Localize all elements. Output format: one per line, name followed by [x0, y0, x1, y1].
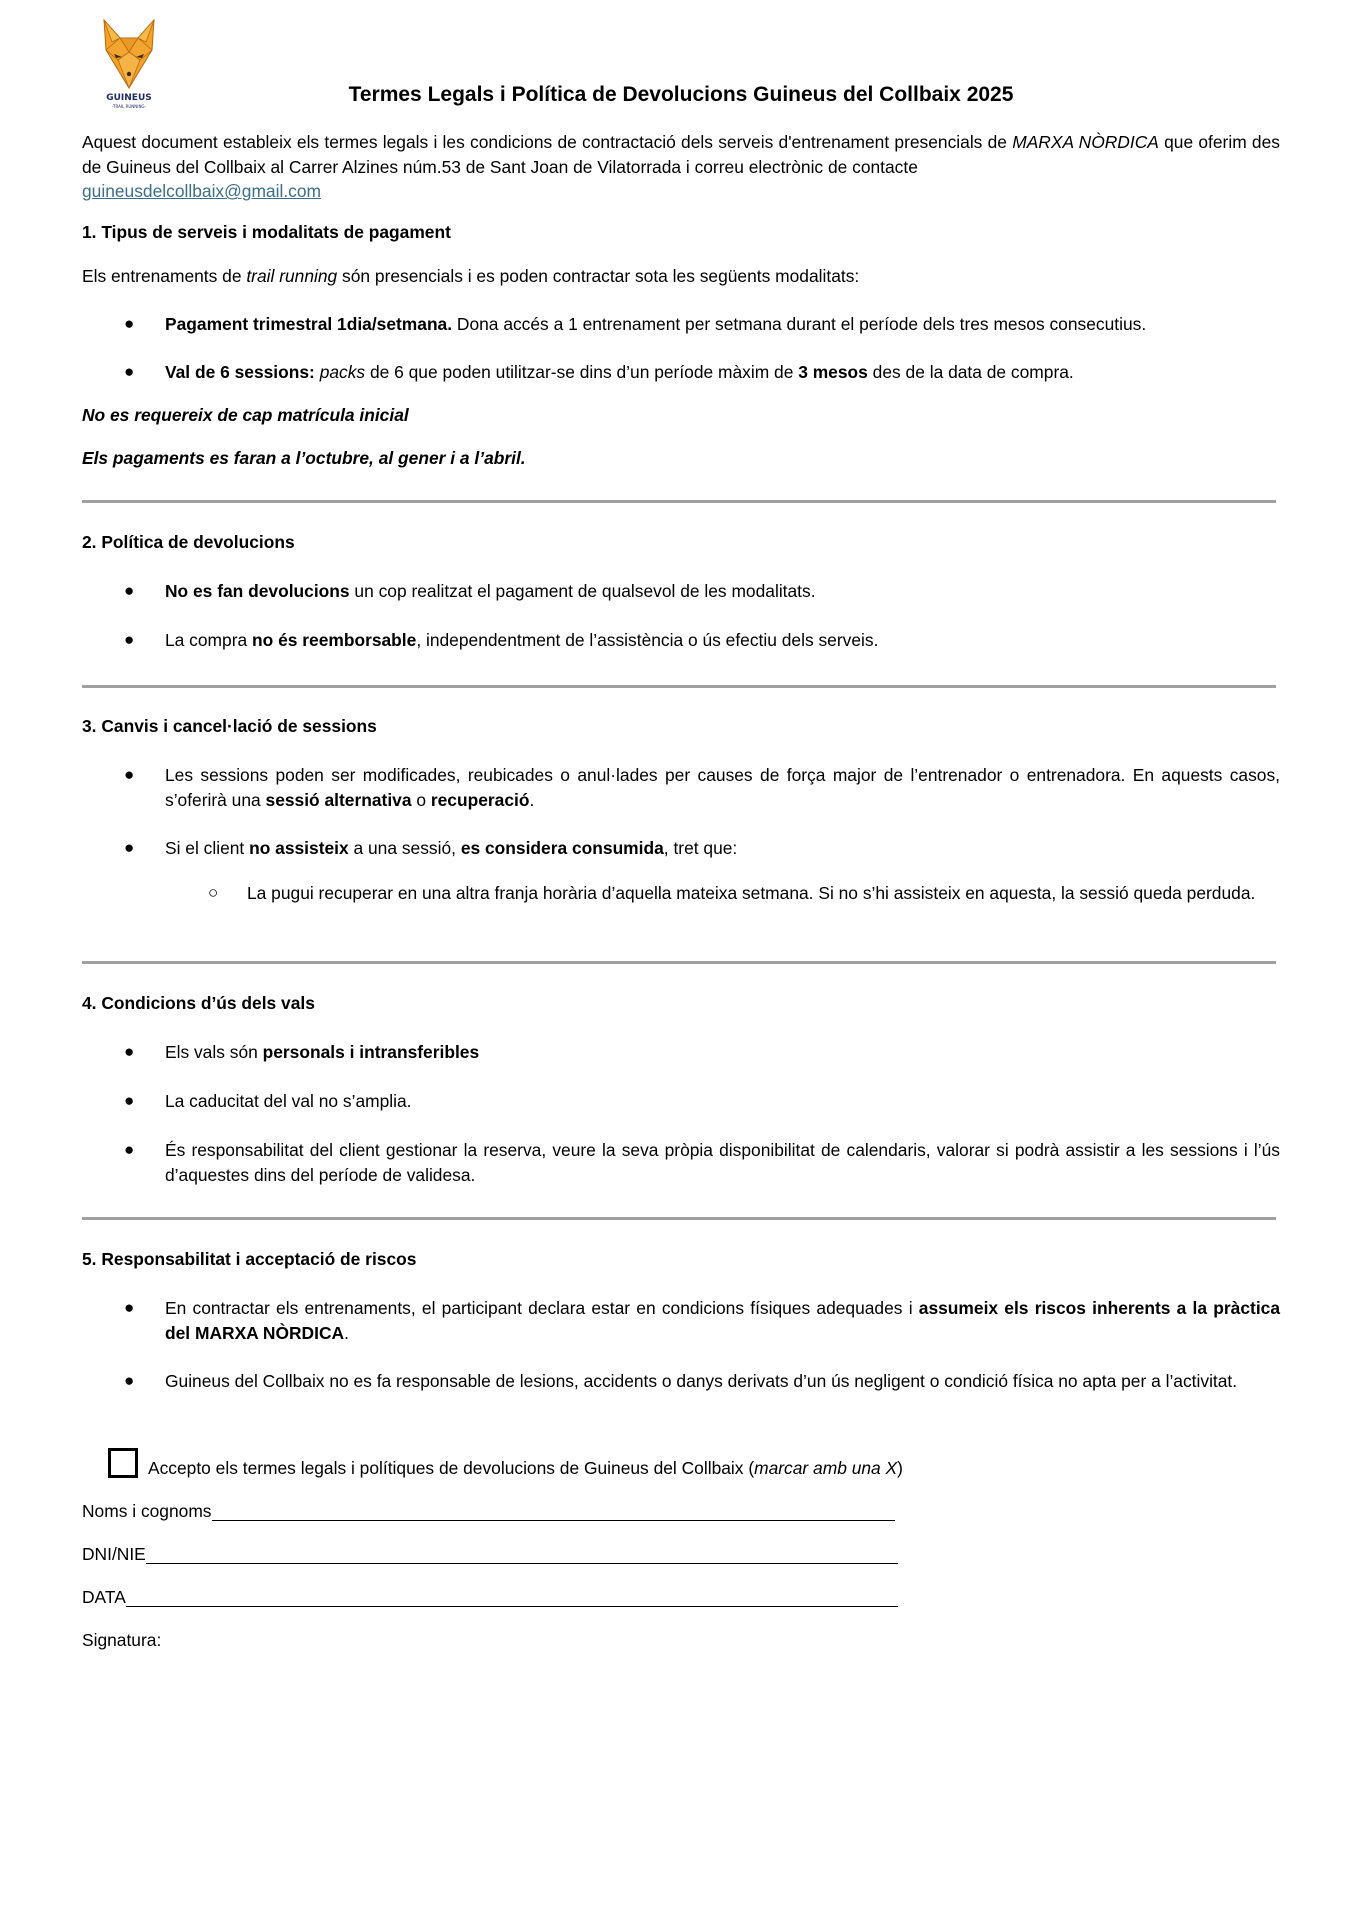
section-5-bullet-1 — [165, 1296, 1280, 1345]
accept-label-end: ) — [897, 1458, 903, 1478]
bullet-text: de 6 que poden utilitzar-se dins d’un període màxim de — [365, 362, 799, 382]
bullet-bold: es considera consumida — [460, 838, 664, 858]
svg-text:-TRAIL RUNNING-: -TRAIL RUNNING- — [112, 104, 146, 109]
section-5-bullet-2: Guineus del Collbaix no es fa responsable de lesions, accidents o danys derivats d’un ús negligent o condició física no apta per a l’activitat. — [165, 1371, 1238, 1391]
contact-email-link[interactable]: guineusdelcollbaix@gmail.com — [82, 181, 322, 202]
accept-label-text: Accepto els termes legals i polítiques de devolucions de Guineus del Collbaix ( — [148, 1458, 755, 1478]
bullet-icon: ● — [124, 1091, 135, 1110]
date-field — [82, 1585, 898, 1610]
section-divider — [82, 961, 1276, 964]
section-2-heading: 2. Política de devolucions — [82, 532, 295, 552]
date-input-line[interactable] — [126, 1588, 898, 1607]
section-1-bullet-2 — [165, 360, 1280, 385]
section-1-intro-after: són presencials i es poden contractar sota les següents modalitats: — [337, 266, 860, 286]
bullet-text: Si el client — [165, 838, 250, 858]
section-3-bullet-1 — [165, 763, 1280, 812]
bullet-text: En contractar els entrenaments, el participant declara estar en condicions físiques adequades i — [165, 1298, 919, 1318]
bullet-text: Els vals són — [165, 1042, 263, 1062]
bullet-icon: ● — [124, 765, 135, 784]
section-2-bullet-2 — [165, 628, 1280, 653]
accept-label-hint: marcar amb una X — [754, 1458, 898, 1478]
bullet-bold: Val de 6 sessions: — [165, 362, 315, 382]
bullet-text: des de la data de compra. — [867, 362, 1074, 382]
document-title: Termes Legals i Política de Devolucions Guineus del Collbaix 2025 — [348, 83, 1014, 106]
bullet-text: . — [529, 789, 535, 810]
accept-terms-label — [148, 1456, 903, 1481]
id-field — [82, 1542, 898, 1567]
bullet-text: , tret que: — [663, 838, 738, 858]
bullet-icon: ● — [124, 1042, 135, 1061]
bullet-text: Les sessions poden ser modificades, reubicades o anul·lades per causes de força major de l’entrenador o entrenadora. En aquests casos, s’oferirà una — [165, 765, 1280, 810]
bullet-bold: No es fan devolucions — [165, 581, 350, 601]
note-payment-schedule — [82, 446, 526, 471]
intro-paragraph — [82, 130, 1280, 204]
bullet-text: un cop realitzat el pagament de qualsevol de les modalitats. — [349, 581, 816, 601]
bullet-icon: ● — [124, 581, 135, 600]
section-5-heading: 5. Responsabilitat i acceptació de riscos — [82, 1249, 417, 1269]
bullet-icon: ● — [124, 838, 135, 857]
bullet-icon: ● — [124, 1371, 135, 1390]
sub-bullet-icon: ○ — [208, 883, 219, 902]
accept-terms-checkbox[interactable] — [108, 1448, 138, 1478]
bullet-icon: ● — [124, 630, 135, 649]
section-4-bullet-3: És responsabilitat del client gestionar la reserva, veure la seva pròpia disponibilitat de calendaris, valorar si podrà assistir a les sessions i l’ús d’aquestes dins del període de validesa. — [165, 1140, 1280, 1185]
section-4-bullet-1 — [165, 1040, 1280, 1065]
bullet-bold: recuperació — [430, 789, 530, 810]
bullet-bold: no és reemborsable — [252, 630, 417, 650]
bullet-icon: ● — [124, 1140, 135, 1159]
bullet-text: , independentment de l’assistència o ús efectiu dels serveis. — [416, 630, 879, 650]
note-1-text: No es requereix de cap matrícula inicial — [82, 405, 409, 425]
section-1-intro-italic: trail running — [246, 266, 338, 286]
bullet-bold: no assisteix — [249, 838, 349, 858]
intro-sport: MARXA NÒRDICA — [1012, 132, 1159, 152]
section-1-bullet-1 — [165, 312, 1280, 337]
signature-label: Signatura: — [82, 1630, 162, 1650]
svg-text:GUINEUS: GUINEUS — [106, 93, 152, 103]
bullet-text: o — [411, 789, 431, 810]
section-divider — [82, 1217, 1276, 1220]
bullet-bold: 3 mesos — [798, 362, 868, 382]
section-3-sub-bullet: La pugui recuperar en una altra franja horària d’aquella mateixa setmana. Si no s’hi assisteix en aquesta, la sessió queda perduda. — [247, 883, 1256, 903]
section-1-intro-before: Els entrenaments de — [82, 266, 247, 286]
id-field-label: DNI/NIE — [82, 1544, 146, 1564]
bullet-text: . — [344, 1322, 349, 1343]
section-4-bullet-2: La caducitat del val no s’amplia. — [165, 1091, 412, 1111]
date-field-label: DATA — [82, 1587, 126, 1607]
bullet-text: a una sessió, — [348, 838, 461, 858]
name-input-line[interactable] — [212, 1502, 895, 1521]
section-3-heading: 3. Canvis i cancel·lació de sessions — [82, 716, 377, 736]
bullet-bold: personals i intransferibles — [262, 1042, 480, 1062]
bullet-icon: ● — [124, 362, 135, 381]
bullet-icon: ● — [124, 314, 135, 333]
bullet-bold: Pagament trimestral 1dia/setmana. — [165, 314, 453, 334]
section-3-bullet-2 — [165, 836, 1280, 861]
intro-text-before: Aquest document estableix els termes legals i les condicions de contractació dels serveis d'entrenament presencials de — [82, 132, 1013, 152]
section-2-bullet-1 — [165, 579, 1280, 604]
id-input-line[interactable] — [146, 1545, 898, 1564]
name-field-label: Noms i cognoms — [82, 1501, 212, 1521]
section-4-heading: 4. Condicions d’ús dels vals — [82, 993, 315, 1013]
bullet-bold: assumeix els riscos inherents a la pràctica del MARXA NÒRDICA — [165, 1298, 1280, 1343]
name-field — [82, 1499, 895, 1524]
section-divider — [82, 500, 1276, 503]
section-divider — [82, 685, 1276, 688]
note-2-text: Els pagaments es faran a l’octubre, al gener i a l’abril. — [82, 448, 526, 468]
bullet-icon: ● — [124, 1298, 135, 1317]
section-1-intro — [82, 264, 859, 289]
bullet-italic: packs — [319, 362, 366, 382]
intro-text-after: que oferim des de Guineus del Collbaix al Carrer Alzines núm.53 de Sant Joan de Vilatorrada i correu electrònic de contacte — [82, 132, 1280, 177]
bullet-text: Dona accés a 1 entrenament per setmana durant el període dels tres mesos consecutius. — [452, 314, 1147, 334]
bullet-bold: sessió alternativa — [265, 789, 412, 810]
section-1-heading: 1. Tipus de serveis i modalitats de pagament — [82, 222, 451, 242]
bullet-text: La compra — [165, 630, 252, 650]
note-no-registration — [82, 403, 409, 428]
